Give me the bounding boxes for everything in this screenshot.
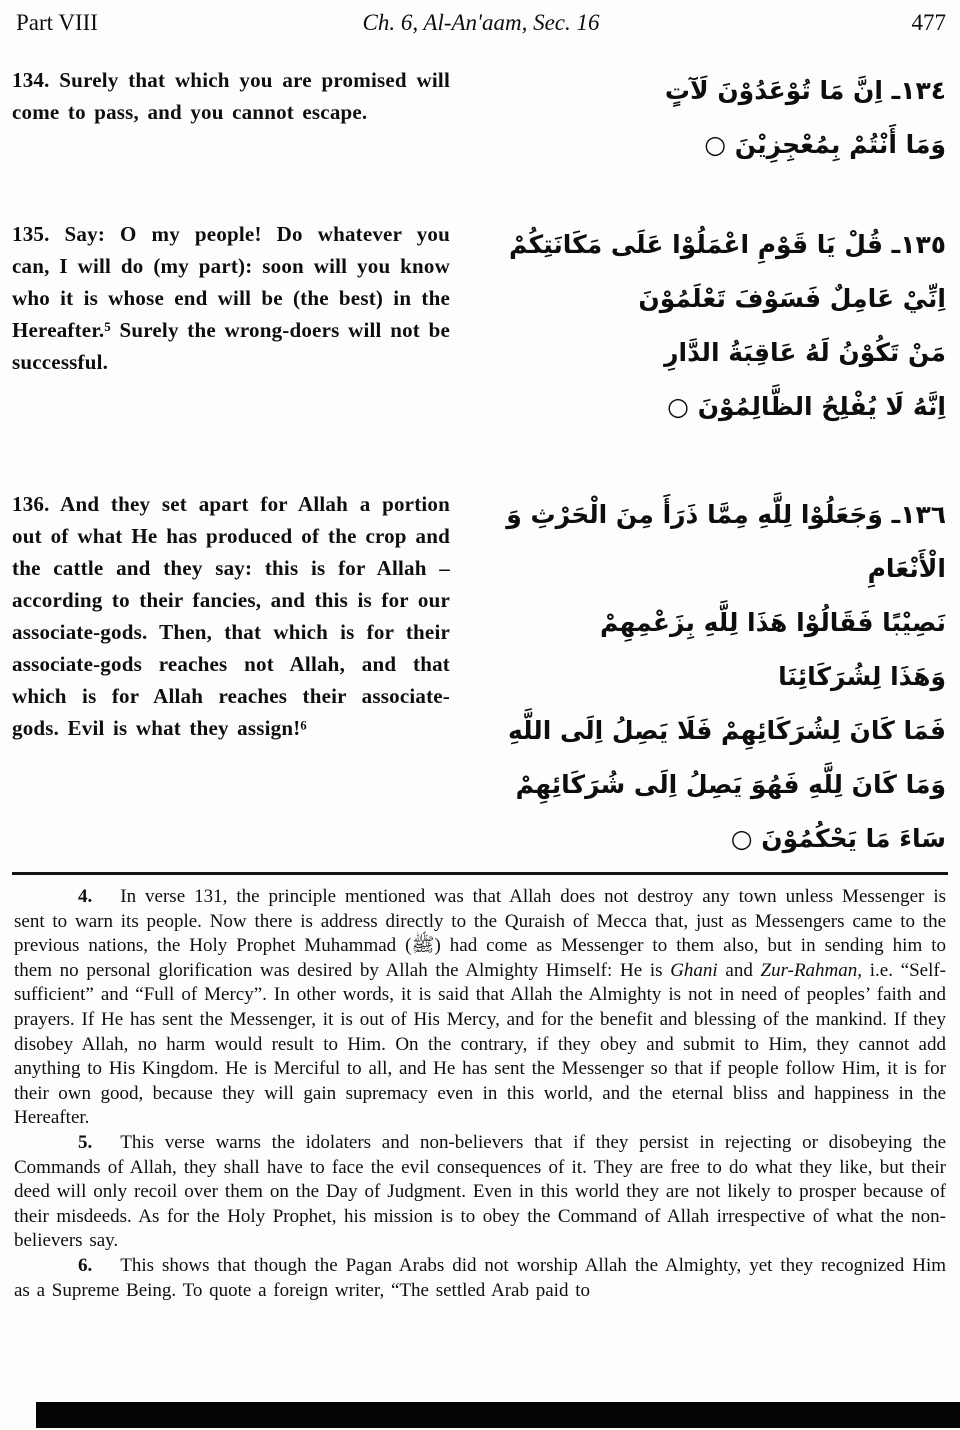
arabic-line: اِنِّيْ عَامِلٌ فَسَوْفَ تَعْلَمُوْنَ: [638, 284, 946, 313]
arabic-line: مَنْ تَكُوْنُ لَهُ عَاقِبَةُ الدَّارِ: [664, 338, 946, 367]
verse-row: [12, 488, 948, 866]
arabic-line: الْأَنْعَامِ: [867, 554, 946, 583]
footnote-4: [14, 885, 946, 1131]
footnote-number: 4.: [78, 886, 93, 907]
arabic-line: وَهَذَا لِشُرَكَائِنَا: [778, 662, 946, 691]
footnote-text: This verse warns the idolaters and non-believers that if they persist in rejecting or disobeying the Commands of Allah, they shall have to face the evil consequences of it. They are free to do what they like, but their deed will only recoil over them on the Day of Judgment. Even in this world they are not likely to prosper because of their misdeeds. As for the Holy Prophet, his mission is to obey the Command of Allah irrespective of what the non-believers say.: [14, 1131, 946, 1252]
arabic-verse-134: [450, 64, 948, 172]
footnote-number: 6.: [78, 1254, 93, 1276]
footnote-6: [14, 1254, 946, 1303]
part-label: Part VIII: [16, 10, 98, 35]
arabic-line: وَمَا أَنْتُمْ بِمُعْجِزِيْنَ ○: [704, 130, 946, 159]
english-verse-134: 134. Surely that which you are promised will come to pass, and you cannot escape.: [12, 68, 450, 124]
chapter-title: Ch. 6, Al-An'aam, Sec. 16: [362, 10, 600, 35]
scan-artifact-bar: [36, 1402, 960, 1428]
arabic-line: ١٣٦ـ وَجَعَلُوْا لِلَّهِ مِمَّا ذَرَأَ مِنَ الْحَرْثِ وَ: [506, 500, 946, 529]
arabic-line: فَمَا كَانَ لِشُرَكَائِهِمْ فَلَا يَصِلُ اِلَى اللَّهِ: [507, 716, 946, 745]
arabic-line: ١٣٥ـ قُلْ يَا قَوْمِ اعْمَلُوْا عَلَى مَكَانَتِكُمْ: [509, 230, 946, 259]
arabic-line: اِنَّهُ لَا يُفْلِحُ الظَّالِمُوْنَ ○: [667, 392, 946, 421]
footnote-text: In verse 131, the principle mentioned was that Allah does not destroy any town unless Messenger is sent to warn its people. Now there is address directly to the Quraish of Mecca that, just as Messengers came to the previous nations, the Holy Prophet Muhammad (ﷺ) had come as Messenger to them also, but in sending him to them no personal glorification was desired by Allah the Almighty Himself: He is Ghani and Zur-Rahman, i.e. “Self-sufficient” and “Full of Mercy”. In other words, it is said that Allah the Almighty is not in need of peoples’ faith and prayers. If He has sent the Messenger, it is out of His Mercy, and for the benefit and blessing of the mankind. If they disobey Allah, no harm would result to Him. On the contrary, if they obey and submit to Him, they cannot add anything to His Kingdom. He is Merciful to all, and He has sent the Messenger so that if people follow Him, it is for their own good, because they will gain supremacy even in this world, and the eternal bliss and happiness in the Hereafter.: [14, 886, 946, 1129]
arabic-verse-136: [450, 488, 948, 866]
page-header: [12, 8, 948, 36]
arabic-verse-135: [450, 218, 948, 434]
english-verse-136: 136. And they set apart for Allah a portion out of what He has produced of the crop and the cattle and they say: this is for Allah – according to their fancies, and this is for our associate-gods. Then, that which is for their associate-gods reaches not Allah, and that which is for Allah reaches their associate-gods. Evil is what they assign!⁶: [12, 492, 450, 740]
arabic-line: وَمَا كَانَ لِلَّهِ فَهُوَ يَصِلُ اِلَى شُرَكَائِهِمْ: [515, 770, 946, 799]
arabic-line: سَاءَ مَا يَحْكُمُوْنَ ○: [730, 824, 946, 853]
verse-row: [12, 218, 948, 434]
footnote-divider: [12, 872, 948, 875]
footnotes-section: [12, 885, 948, 1303]
footnote-number: 5.: [78, 1131, 93, 1153]
arabic-line: ١٣٤ـ اِنَّ مَا تُوْعَدُوْنَ لَآتٍ: [664, 76, 946, 105]
english-verse-135: 135. Say: O my people! Do whatever you can, I will do (my part): soon will you know who it is whose end will be (the best) in the Hereafter.⁵ Surely the wrong-doers will not be successful.: [12, 222, 450, 374]
page-number: 477: [911, 10, 946, 35]
arabic-line: نَصِيْبًا فَقَالُوْا هَذَا لِلَّهِ بِزَعْمِهِمْ: [600, 608, 946, 637]
footnote-5: [14, 1131, 946, 1254]
verse-columns: [12, 64, 948, 866]
footnote-text: This shows that though the Pagan Arabs did not worship Allah the Almighty, yet they recognized Him as a Supreme Being. To quote a foreign writer, “The settled Arab paid to: [14, 1254, 946, 1301]
verse-row: [12, 64, 948, 172]
